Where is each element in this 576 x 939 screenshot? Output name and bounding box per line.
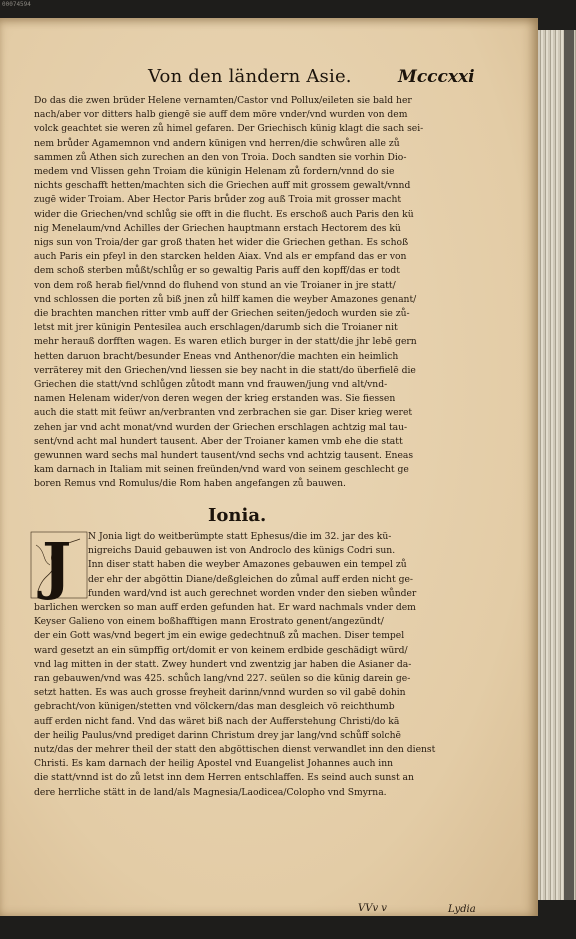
text-line: setzt hatten. Es was auch grosse freyheit darinn/vnnd wurden so vil gabē dohin: [34, 687, 406, 699]
text-line: auch Paris ein pfeyl in den starcken helden Aiax. Vnd als er empfand das er von: [34, 251, 407, 263]
initial-letter: J: [42, 529, 72, 602]
text-line: sent/vnd acht mal hundert tausent. Aber der Troianer kamen vmb ehe die statt: [34, 435, 403, 447]
catchword: Lydia: [448, 904, 476, 915]
text-line: gewunnen ward sechs mal hundert tausent/vnd sechs vnd achtzig tausent. Eneas: [34, 450, 414, 462]
text-line: mehr herauß dorfften wagen. Es waren etlich burger in der statt/die jhr lebē gern: [34, 336, 417, 348]
text-line: der heilig Paulus/vnd prediget darinn Christum drey jar lang/vnd schůff solchē: [34, 729, 401, 741]
text-line: die statt/vnnd ist do zů letst inn dem Herren entschlaffen. Es seind auch sunst an: [34, 772, 414, 784]
text-line: kam darnach in Italiam mit seinen freünden/vnd ward von seinem geschlecht ge: [34, 464, 409, 476]
text-line: ran gebauwen/vnd was 425. schůch lang/vnd 227. seülen so die künig darein ge-: [34, 673, 411, 685]
text-line: N Jonia ligt do weitberümpte statt Ephesus/die im 32. jar des kü-: [88, 531, 392, 542]
text-line: der ehr der abgöttin Diane/deßgleichen do zůmal auff erden nicht ge-: [88, 573, 413, 585]
text-line: Do das die zwen brüder Helene vernamten/Castor vnd Pollux/eileten sie bald her: [34, 95, 412, 106]
text-line: sammen zů Athen sich zurechen an den von Troia. Doch sandten sie vorhin Dio-: [34, 151, 407, 163]
text-line: volck geachtet sie weren zů himel gefaren. Der Griechisch künig klagt die sach sei-: [34, 123, 424, 135]
text-line: medem vnd Vlissen gehn Troiam die künigin Helenam zů fordern/vnnd do sie: [34, 166, 395, 178]
text-line: nigreichs Dauid gebauwen ist von Androclo des künigs Codri sun.: [88, 545, 396, 557]
text-line: auch die statt mit feüwr an/verbranten vnd zerbrachen sie gar. Diser krieg weret: [34, 407, 413, 419]
text-line: Inn diser statt haben die weyber Amazones gebauwen ein tempel zů: [88, 559, 407, 571]
text-line: der ein Gott was/vnd begert jm ein ewige gedechtnuß zů machen. Diser tempel: [34, 630, 405, 642]
scan-id: 00074594: [2, 1, 31, 8]
text-line: auff erden nicht fand. Vnd das wäret biß nach der Aufferstehung Christi/do kā: [34, 715, 400, 727]
text-line: zugē wider Troiam. Aber Hector Paris brůder zog auß Troia mit grosser macht: [34, 194, 402, 206]
text-line: letst mit jrer künigin Pentesilea auch erschlagen/darumb sich die Troianer nit: [34, 322, 398, 334]
text-line: namen Helenam wider/von deren wegen der krieg erstanden was. Sie fiessen: [34, 393, 396, 405]
main-text: [34, 94, 474, 492]
text-line: Christi. Es kam darnach der heilig Apostel vnd Euangelist Johannes auch inn: [34, 758, 394, 770]
text-line: hetten daruon bracht/besunder Eneas vnd Anthenor/die machten ein heimlich: [34, 350, 399, 362]
page-header: [130, 62, 475, 90]
running-title: Von den ländern Asie.: [148, 66, 352, 87]
text-line: verräterey mit den Griechen/vnd liessen sie bey nacht in die statt/do überfielē die: [34, 364, 416, 376]
text-line: vnd schlossen die porten zů biß jnen zů hilff kamen die weyber Amazones genant/: [34, 293, 417, 305]
text-line: Griechen die statt/vnd schlůgen zůtodt mann vnd frauwen/jung vnd alt/vnd-: [34, 379, 388, 391]
signature-mark: VVv v: [358, 903, 387, 914]
text-line: boren Remus vnd Romulus/die Rom haben angefangen zů bauwen.: [34, 478, 346, 490]
ionia-text: [34, 530, 474, 800]
text-line: die brachten manchen ritter vmb auff der Griechen seiten/jedoch wurden sie zů-: [34, 308, 410, 320]
text-line: nig Menelaum/vnd Achilles der Griechen hauptmann erstach Hectorem des kü: [34, 222, 401, 234]
text-line: ward gesetzt an ein sümpffig ort/domit er von keinem erdbide geschädigt würd/: [34, 644, 408, 656]
text-line: funden ward/vnd ist auch gerechnet worden vnder den sieben wůnder: [88, 587, 417, 599]
text-line: Keyser Galieno von einem boßhafftigen mann Erostrato genent/angezündt/: [34, 616, 384, 628]
text-line: von dem roß herab fiel/vnnd do fluhend von stund an vie Troianer in jre statt/: [34, 279, 396, 291]
text-line: gebracht/von künigen/stetten vnd völckern/das man desgleich vö reichthumb: [34, 701, 395, 713]
text-line: dere herrliche stätt in de land/als Magnesia/Laodicea/Colopho vnd Smyrna.: [34, 786, 387, 798]
text-line: vnd lag mitten in der statt. Zwey hundert vnd zwentzig jar haben die Asianer da-: [34, 658, 412, 670]
text-line: nichts geschafft hetten/machten sich die Griechen auff mit grossem gewalt/vnnd: [34, 180, 411, 192]
text-line: dem schoß sterben můßt/schlůg er so gewaltig Paris auff den kopff/das er todt: [34, 265, 400, 277]
text-line: nigs sun von Troia/der gar groß thaten het wider die Griechen gethan. Es schoß: [34, 237, 409, 249]
text-line: wider die Griechen/vnd schlůg sie offt in die flucht. Es erschoß auch Paris den kü: [34, 208, 414, 220]
text-line: barlichen wercken so man auff erden gefunden hat. Er ward nachmals vnder dem: [34, 602, 416, 614]
text-line: nem brůder Agamemnon vnd andern künigen vnd herren/die schwůren alle zů: [34, 137, 400, 149]
text-line: zehen jar vnd acht monat/vnd wurden der Griechen erschlagen achtzig mal tau-: [34, 421, 408, 433]
text-line: nach/aber vor ditters halb giengē sie auff dem möre vnder/vnd wurden von dem: [34, 109, 408, 121]
section-title: Ionia.: [208, 505, 267, 526]
text-line: nutz/das der mehrer theil der statt den abgöttischen dienst verwandlet inn den dienst: [34, 744, 436, 756]
folio-number: Mcccxxi: [398, 67, 475, 87]
